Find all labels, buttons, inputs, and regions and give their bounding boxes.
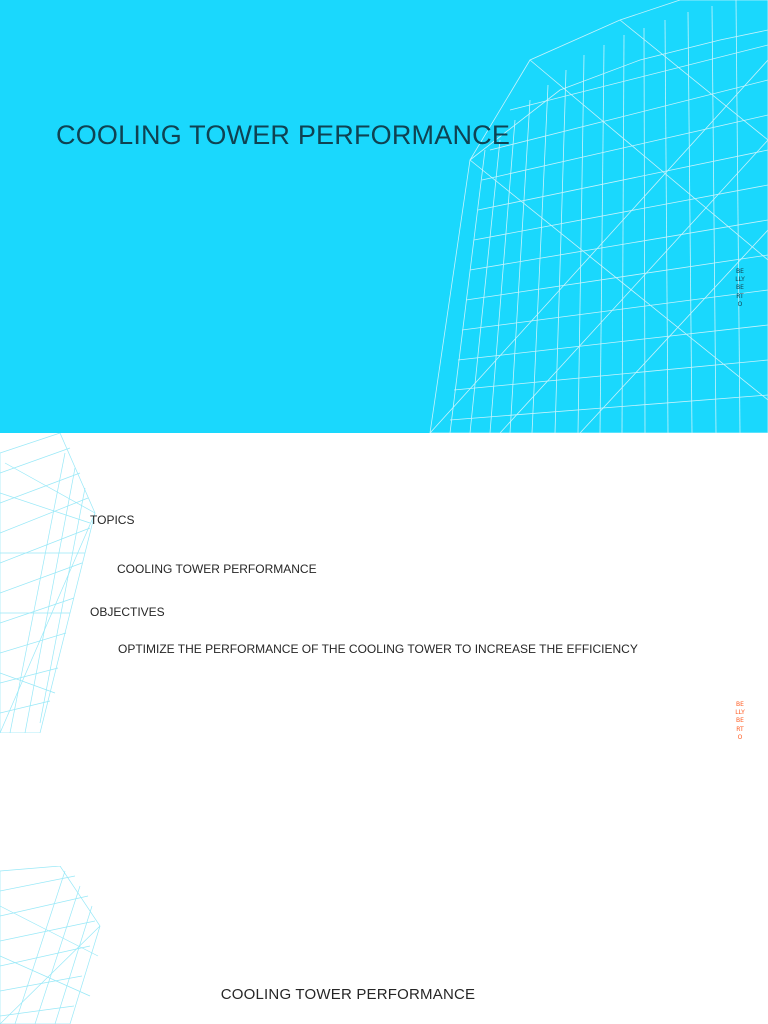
author-vertical-text: BELLYBERTO	[735, 268, 745, 308]
slide-title: COOLING TOWER PERFORMANCE	[56, 120, 511, 150]
section-heading-objectives: OBJECTIVES	[90, 605, 165, 619]
building-wireframe-graphic	[0, 0, 768, 433]
objective-item: OPTIMIZE THE PERFORMANCE OF THE COOLING TOWER TO INCREASE THE EFFICIENCY	[118, 642, 638, 656]
footer-title: COOLING TOWER PERFORMANCE	[220, 986, 476, 1003]
section-heading-topics: TOPICS	[90, 513, 135, 527]
topic-item: COOLING TOWER PERFORMANCE	[117, 562, 317, 576]
building-wireframe-graphic	[0, 433, 110, 733]
author-vertical-text: BELLYBERTO	[735, 701, 745, 741]
title-slide	[0, 0, 768, 433]
content-slide	[0, 433, 768, 866]
closing-slide	[0, 866, 768, 1024]
